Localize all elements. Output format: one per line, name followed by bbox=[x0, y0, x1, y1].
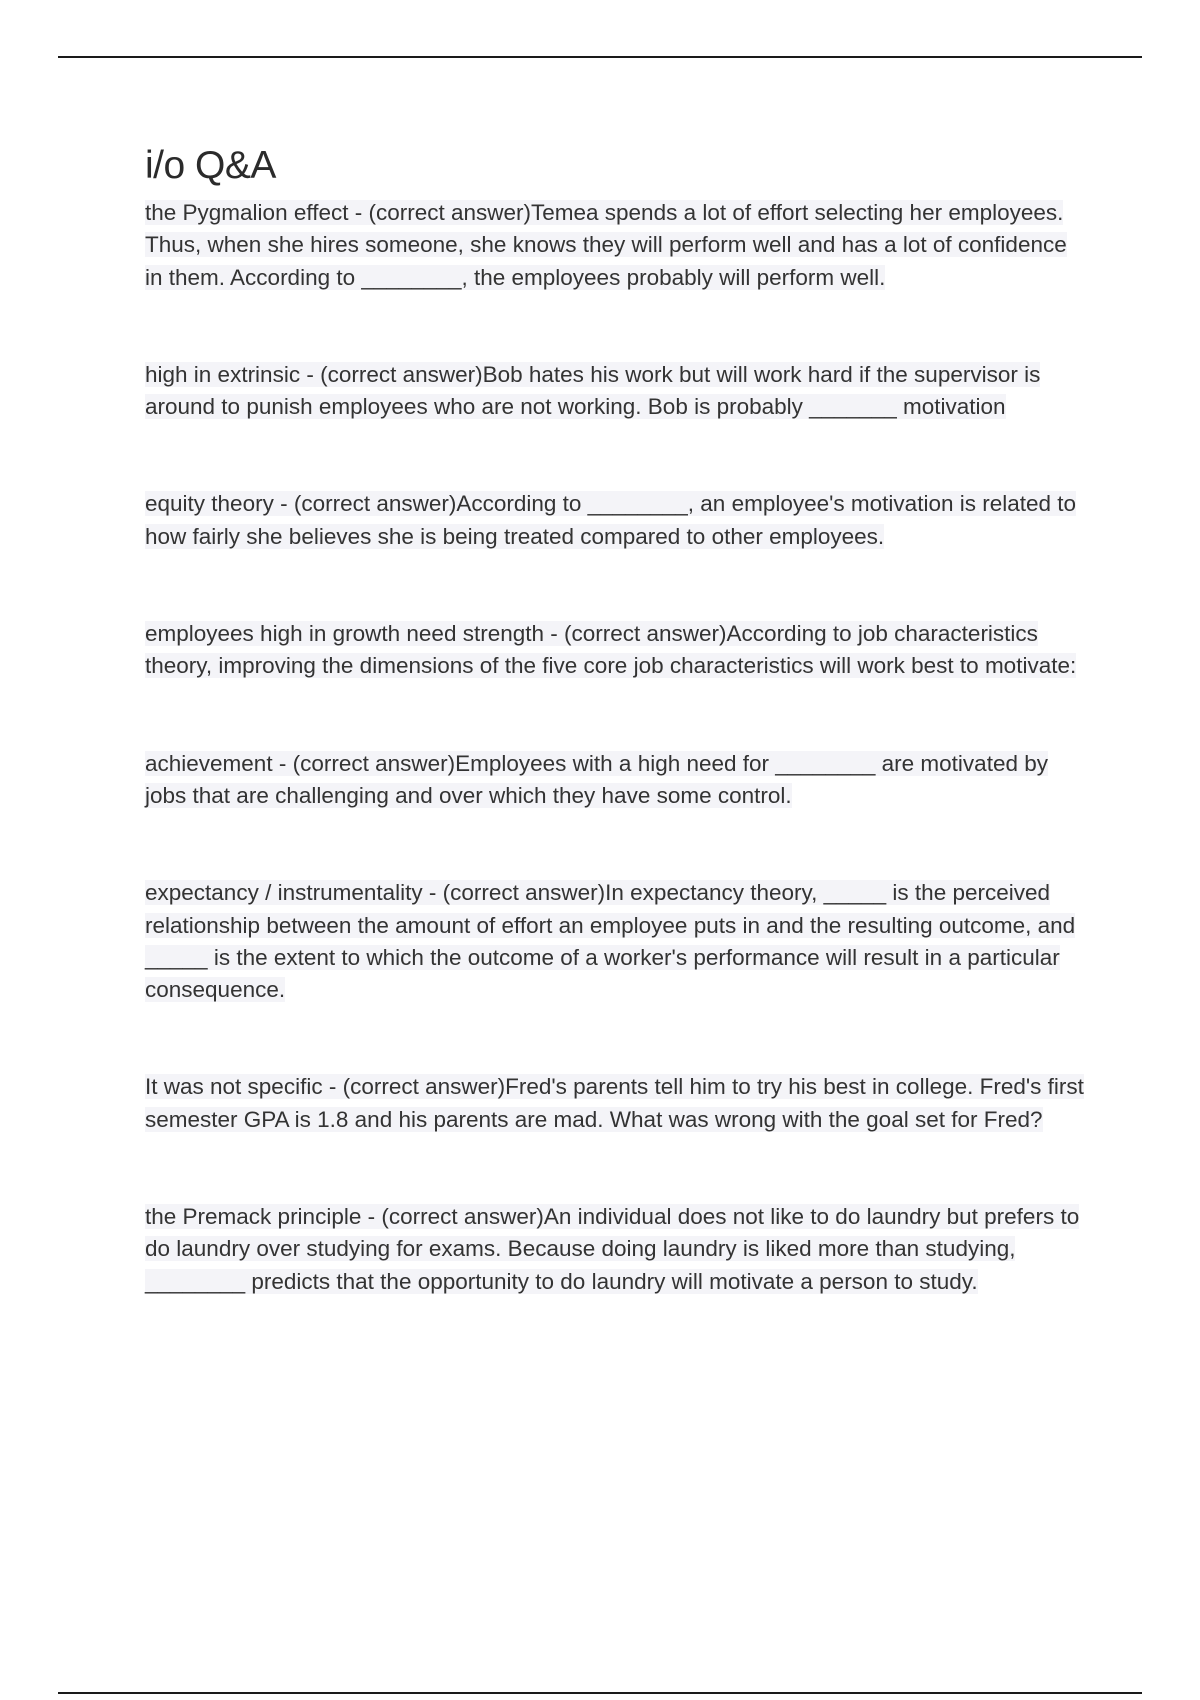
qa-answer: It was not specific bbox=[145, 1074, 323, 1100]
document-body bbox=[145, 143, 1090, 1363]
qa-answer: equity theory bbox=[145, 491, 274, 517]
qa-question: According to job characteristics theory, improving the dimensions of the five core job characteristics will work best to motivate: bbox=[145, 621, 1077, 679]
qa-separator: - (correct answer) bbox=[272, 750, 456, 776]
qa-answer: expectancy / instrumentality bbox=[145, 880, 423, 906]
qa-answer: the Premack principle bbox=[145, 1204, 362, 1230]
top-rule bbox=[58, 56, 1142, 58]
qa-separator: - (correct answer) bbox=[300, 361, 483, 387]
qa-item bbox=[145, 359, 1090, 424]
qa-item bbox=[145, 877, 1090, 1006]
qa-item bbox=[145, 197, 1090, 294]
qa-question: Fred's parents tell him to try his best in college. Fred's first semester GPA is 1.8 and his parents are mad. What was wrong with the goal set for Fred? bbox=[145, 1074, 1084, 1132]
qa-separator: - (correct answer) bbox=[422, 880, 606, 906]
qa-answer: high in extrinsic bbox=[145, 361, 301, 387]
qa-question: In expectancy theory, _____ is the perceived relationship between the amount of effort an employee puts in and the resulting outcome, and _____ is the extent to which the outcome of a worker's performance will result in a particular consequence. bbox=[145, 880, 1076, 1003]
qa-answer: the Pygmalion effect bbox=[145, 200, 349, 225]
qa-item bbox=[145, 1201, 1090, 1298]
qa-question: An individual does not like to do laundry but prefers to do laundry over studying for exams. Because doing laundry is liked more than studying, ________ predicts that the opportunity to do laundry will motivate a person to study. bbox=[145, 1204, 1080, 1294]
qa-list bbox=[145, 197, 1090, 1298]
bottom-rule bbox=[58, 1692, 1142, 1694]
qa-question: Employees with a high need for ________ are motivated by jobs that are challenging and over which they have some control. bbox=[145, 750, 1048, 808]
qa-answer: employees high in growth need strength bbox=[145, 621, 545, 647]
qa-item bbox=[145, 618, 1090, 683]
qa-separator: - (correct answer) bbox=[348, 200, 531, 225]
qa-question: According to ________, an employee's motivation is related to how fairly she believes she is being treated compared to other employees. bbox=[145, 491, 1077, 549]
qa-separator: - (correct answer) bbox=[322, 1074, 506, 1100]
qa-question: Temea spends a lot of effort selecting her employees. Thus, when she hires someone, she knows they will perform well and has a lot of confidence in them. According to ________, the employees probably will perform well. bbox=[145, 200, 1067, 290]
qa-answer: achievement bbox=[145, 750, 273, 776]
qa-item bbox=[145, 488, 1090, 553]
qa-separator: - (correct answer) bbox=[361, 1204, 544, 1230]
qa-item bbox=[145, 1071, 1090, 1136]
qa-separator: - (correct answer) bbox=[273, 491, 457, 517]
qa-separator: - (correct answer) bbox=[544, 621, 727, 647]
qa-question: Bob hates his work but will work hard if the supervisor is around to punish employees who are not working. Bob is probably _______ motivation bbox=[145, 361, 1041, 420]
qa-item bbox=[145, 748, 1090, 813]
document-title: i/o Q&A bbox=[145, 144, 276, 187]
